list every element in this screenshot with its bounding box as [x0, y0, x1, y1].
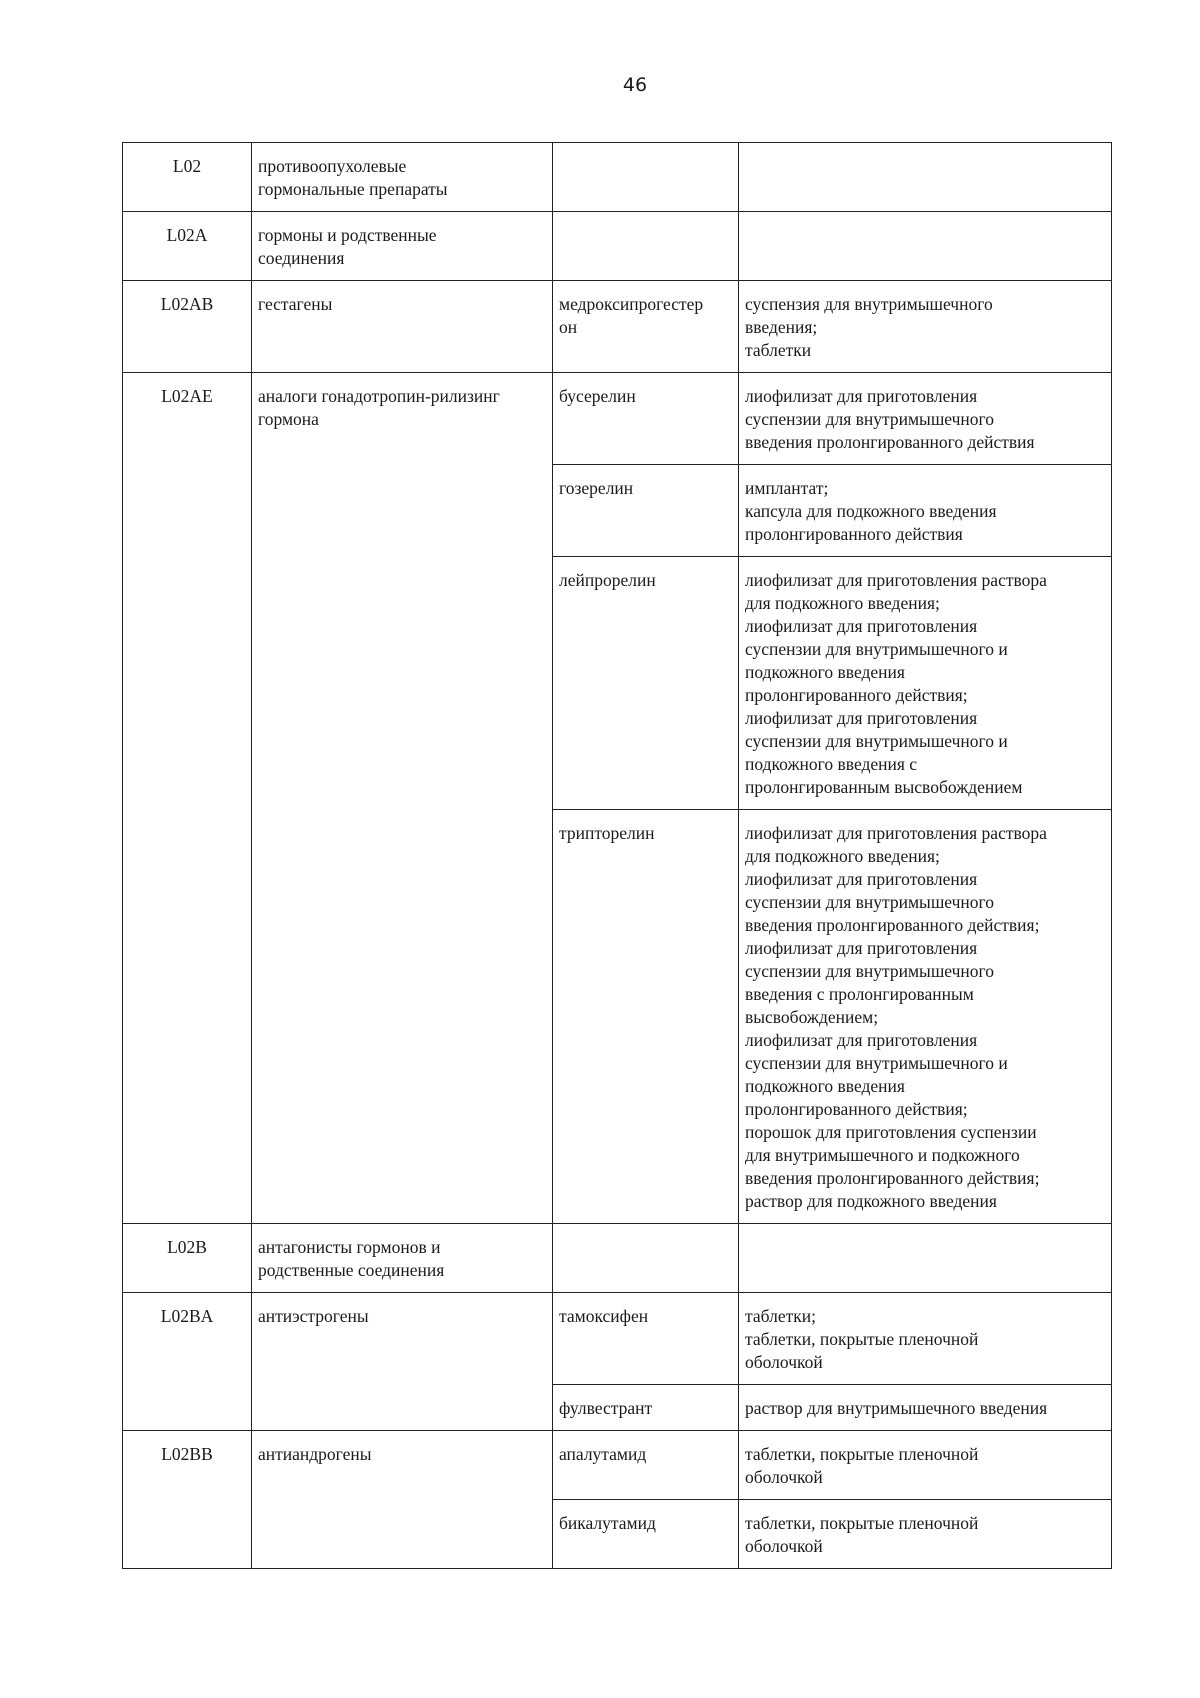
- dosage-form-line: таблетки, покрытые пленочной: [745, 1444, 979, 1464]
- dosage-form-line: порошок для приготовления суспензии: [745, 1122, 1037, 1142]
- group-name: [252, 143, 553, 212]
- dosage-form-line: введения с пролонгированным: [745, 984, 974, 1004]
- group-name-line: антагонисты гормонов и: [258, 1237, 441, 1257]
- group-name-line: соединения: [258, 248, 345, 268]
- dosage-form-line: таблетки, покрытые пленочной: [745, 1329, 979, 1349]
- group-name-line: родственные соединения: [258, 1260, 445, 1280]
- atc-code: L02AE: [123, 373, 252, 1224]
- dosage-form-line: лиофилизат для приготовления раствора: [745, 570, 1047, 590]
- table-row: [123, 212, 1112, 281]
- dosage-form-line: введения;: [745, 317, 818, 337]
- dosage-form-line: лиофилизат для приготовления: [745, 1030, 978, 1050]
- dosage-form-line: лиофилизат для приготовления: [745, 708, 978, 728]
- drug-name-line: бусерелин: [559, 386, 636, 406]
- dosage-form-line: для внутримышечного и подкожного: [745, 1145, 1020, 1165]
- dosage-form-line: таблетки, покрытые пленочной: [745, 1513, 979, 1533]
- dosage-form-line: оболочкой: [745, 1536, 823, 1556]
- dosage-form-line: подкожного введения с: [745, 754, 918, 774]
- table-row: [123, 373, 1112, 465]
- group-name-line: антиандрогены: [258, 1444, 372, 1464]
- group-name: [252, 281, 553, 373]
- drug-name-line: медроксипрогестер: [559, 294, 704, 314]
- dosage-form-line: лиофилизат для приготовления: [745, 869, 978, 889]
- dosage-form-line: лиофилизат для приготовления: [745, 386, 978, 406]
- group-name-line: гормональные препараты: [258, 179, 448, 199]
- dosage-form-line: пролонгированного действия;: [745, 1099, 968, 1119]
- dosage-form-line: лиофилизат для приготовления: [745, 616, 978, 636]
- dosage-forms: [739, 281, 1112, 373]
- atc-code: L02BB: [123, 1431, 252, 1569]
- table-row: [123, 1224, 1112, 1293]
- dosage-forms: [739, 212, 1112, 281]
- dosage-form-line: суспензии для внутримышечного: [745, 892, 995, 912]
- dosage-form-line: лиофилизат для приготовления раствора: [745, 823, 1047, 843]
- group-name: [252, 212, 553, 281]
- group-name-line: гестагены: [258, 294, 333, 314]
- drug-table: [122, 142, 1112, 1569]
- drug-name: [553, 212, 739, 281]
- dosage-form-line: подкожного введения: [745, 662, 905, 682]
- atc-code: L02B: [123, 1224, 252, 1293]
- drug-name: [553, 1224, 739, 1293]
- dosage-forms: [739, 810, 1112, 1224]
- dosage-form-line: таблетки: [745, 340, 812, 360]
- table-row: [123, 143, 1112, 212]
- dosage-form-line: суспензии для внутримышечного: [745, 961, 995, 981]
- drug-name: [553, 810, 739, 1224]
- table-row: [123, 1293, 1112, 1385]
- dosage-form-line: суспензии для внутримышечного и: [745, 1053, 1008, 1073]
- dosage-form-line: введения пролонгированного действия: [745, 432, 1035, 452]
- drug-name: [553, 143, 739, 212]
- table-row: [123, 1431, 1112, 1500]
- group-name-line: аналоги гонадотропин-рилизинг: [258, 386, 500, 406]
- dosage-form-line: введения пролонгированного действия;: [745, 1168, 1040, 1188]
- dosage-forms: [739, 373, 1112, 465]
- drug-name: [553, 465, 739, 557]
- group-name-line: гормоны и родственные: [258, 225, 437, 245]
- table-row: [123, 281, 1112, 373]
- dosage-form-line: подкожного введения: [745, 1076, 905, 1096]
- dosage-form-line: имплантат;: [745, 478, 829, 498]
- dosage-form-line: суспензии для внутримышечного и: [745, 731, 1008, 751]
- dosage-form-line: пролонгированного действия: [745, 524, 963, 544]
- drug-name-line: гозерелин: [559, 478, 634, 498]
- dosage-form-line: для подкожного введения;: [745, 593, 940, 613]
- dosage-form-line: суспензии для внутримышечного: [745, 409, 995, 429]
- group-name-line: антиэстрогены: [258, 1306, 369, 1326]
- dosage-form-line: раствор для подкожного введения: [745, 1191, 997, 1211]
- page-number: 46: [622, 74, 648, 96]
- dosage-forms: [739, 1385, 1112, 1431]
- dosage-form-line: для подкожного введения;: [745, 846, 940, 866]
- drug-name: [553, 557, 739, 810]
- dosage-form-line: раствор для внутримышечного введения: [745, 1398, 1048, 1418]
- dosage-forms: [739, 465, 1112, 557]
- group-name: [252, 1293, 553, 1431]
- atc-code: L02BA: [123, 1293, 252, 1431]
- drug-name-line: фулвестрант: [559, 1398, 653, 1418]
- dosage-form-line: оболочкой: [745, 1352, 823, 1372]
- drug-name: [553, 373, 739, 465]
- dosage-form-line: суспензия для внутримышечного: [745, 294, 993, 314]
- dosage-forms: [739, 557, 1112, 810]
- group-name: [252, 1431, 553, 1569]
- drug-name: [553, 1385, 739, 1431]
- drug-name-line: апалутамид: [559, 1444, 647, 1464]
- dosage-form-line: таблетки;: [745, 1306, 816, 1326]
- drug-name: [553, 1293, 739, 1385]
- dosage-form-line: высвобождением;: [745, 1007, 879, 1027]
- group-name: [252, 373, 553, 1224]
- dosage-form-line: введения пролонгированного действия;: [745, 915, 1040, 935]
- dosage-form-line: пролонгированным высвобождением: [745, 777, 1023, 797]
- drug-name: [553, 1500, 739, 1569]
- dosage-form-line: суспензии для внутримышечного и: [745, 639, 1008, 659]
- dosage-form-line: оболочкой: [745, 1467, 823, 1487]
- dosage-form-line: лиофилизат для приготовления: [745, 938, 978, 958]
- atc-code: L02: [123, 143, 252, 212]
- dosage-form-line: пролонгированного действия;: [745, 685, 968, 705]
- drug-name: [553, 1431, 739, 1500]
- dosage-forms: [739, 143, 1112, 212]
- dosage-forms: [739, 1500, 1112, 1569]
- dosage-forms: [739, 1431, 1112, 1500]
- dosage-form-line: капсула для подкожного введения: [745, 501, 997, 521]
- group-name: [252, 1224, 553, 1293]
- dosage-forms: [739, 1293, 1112, 1385]
- drug-name-line: бикалутамид: [559, 1513, 656, 1533]
- drug-name-line: лейпрорелин: [559, 570, 656, 590]
- group-name-line: гормона: [258, 409, 319, 429]
- atc-code: L02A: [123, 212, 252, 281]
- atc-code: L02AB: [123, 281, 252, 373]
- dosage-forms: [739, 1224, 1112, 1293]
- drug-name-line: трипторелин: [559, 823, 655, 843]
- group-name-line: противоопухолевые: [258, 156, 407, 176]
- drug-name-line: тамоксифен: [559, 1306, 649, 1326]
- drug-name-line: он: [559, 317, 578, 337]
- drug-name: [553, 281, 739, 373]
